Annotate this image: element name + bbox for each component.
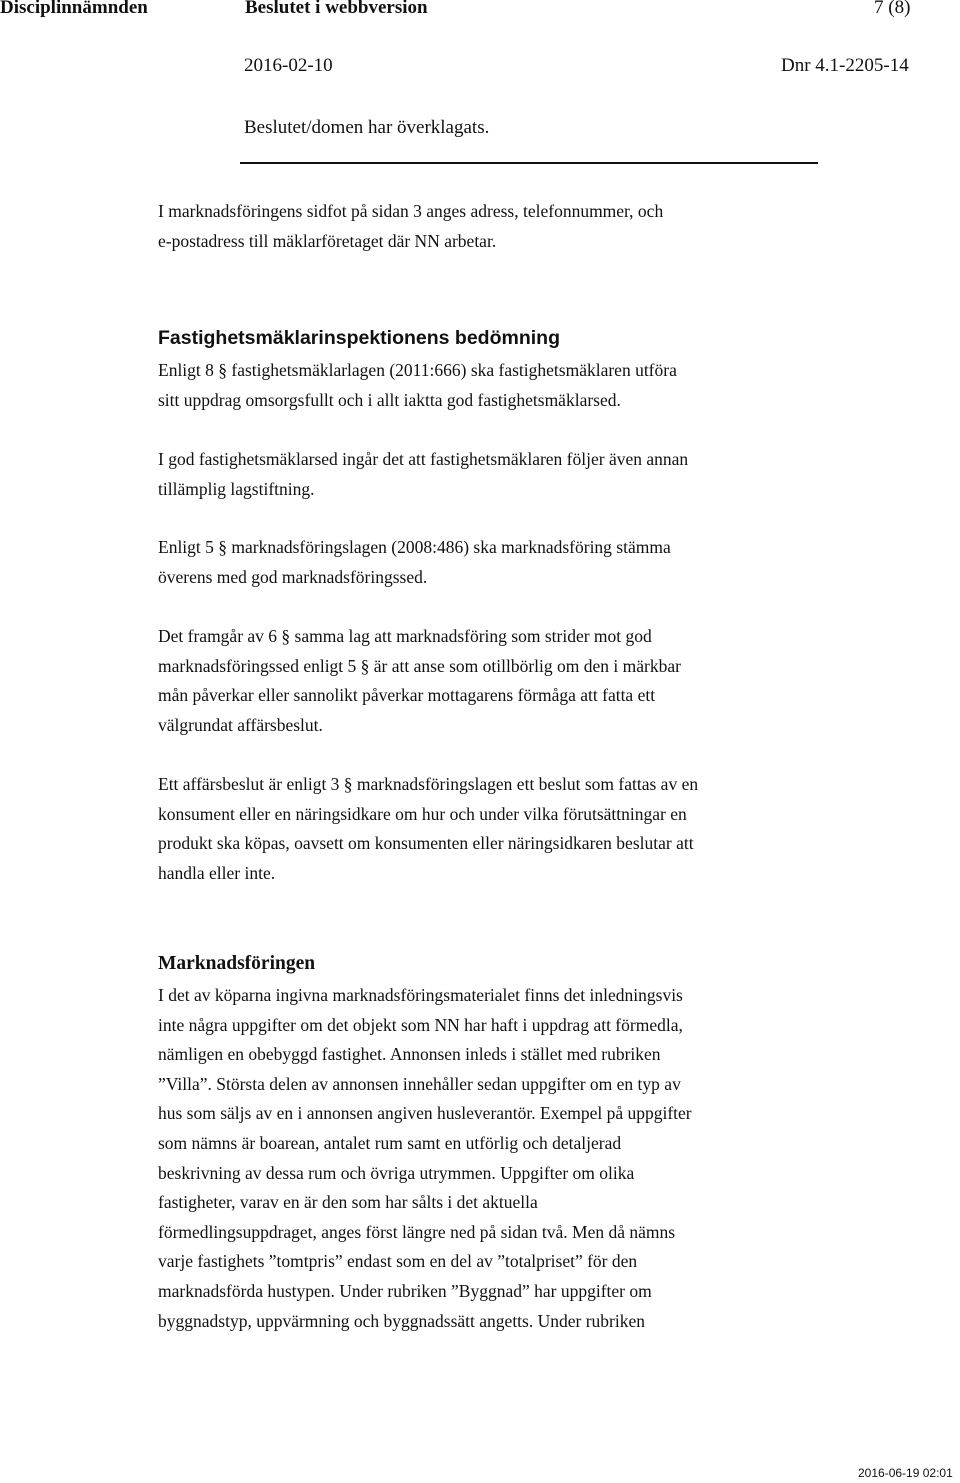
text-line: handla eller inte. [158, 862, 276, 883]
intro-paragraph [158, 197, 808, 256]
text-line: marknadsförda hustypen. Under rubriken ”Byggnad” har uppgifter om [158, 1280, 652, 1301]
header-org: Disciplinnämnden [0, 0, 148, 18]
page-number: 7 (8) [874, 0, 911, 18]
text-line: beskrivning av dessa rum och övriga utrymmen. Uppgifter om olika [158, 1162, 635, 1183]
paragraph [158, 622, 808, 740]
text-line: I marknadsföringens sidfot på sidan 3 anges adress, telefonnummer, och [158, 201, 664, 221]
text-line: marknadsföringssed enligt 5 § är att anse som otillbörlig om den i märkbar [158, 655, 681, 676]
section-heading-marketing: Marknadsföringen [158, 953, 316, 974]
appeal-note: Beslutet/domen har överklagats. [244, 117, 490, 138]
text-line: ”Villa”. Största delen av annonsen innehåller sedan uppgifter om en typ av [158, 1073, 681, 1094]
text-line: Det framgår av 6 § samma lag att marknadsföring som strider mot god [158, 626, 652, 646]
footer-timestamp: 2016-06-19 02:01 [858, 1466, 953, 1480]
paragraph [158, 445, 808, 504]
text-line: I det av köparna ingivna marknadsföringsmaterialet finns det inledningsvis [158, 985, 683, 1005]
paragraph [158, 356, 808, 415]
text-line: varje fastighets ”tomtpris” endast som en del av ”totalpriset” för den [158, 1251, 638, 1272]
text-line: som nämns är boarean, antalet rum samt en utförlig och detaljerad [158, 1132, 622, 1153]
text-line: välgrundat affärsbeslut. [158, 714, 323, 735]
text-line: överens med god marknadsföringssed. [158, 566, 428, 587]
text-line: tillämplig lagstiftning. [158, 478, 315, 499]
text-line: sitt uppdrag omsorgsfullt och i allt iaktta god fastighetsmäklarsed. [158, 389, 621, 410]
header-doc-type: Beslutet i webbversion [245, 0, 428, 18]
text-line: Ett affärsbeslut är enligt 3 § marknadsföringslagen ett beslut som fattas av en [158, 774, 699, 794]
text-line: nämligen en obebyggd fastighet. Annonsen inleds i stället med rubriken [158, 1044, 661, 1065]
text-line: e-postadress till mäklarföretaget där NN arbetar. [158, 230, 497, 251]
text-line: konsument eller en näringsidkare om hur och under vilka förutsättningar en [158, 803, 687, 824]
text-line: I god fastighetsmäklarsed ingår det att fastighetsmäklaren följer även annan [158, 449, 689, 469]
header-divider [240, 162, 818, 164]
text-line: hus som säljs av en i annonsen angiven husleverantör. Exempel på uppgifter [158, 1103, 692, 1124]
paragraph [158, 533, 808, 592]
text-line: förmedlingsuppdraget, anges först längre ned på sidan två. Men då nämns [158, 1221, 676, 1242]
text-line: inte några uppgifter om det objekt som NN har haft i uppdrag att förmedla, [158, 1014, 683, 1035]
text-line: byggnadstyp, uppvärmning och byggnadssätt angetts. Under rubriken [158, 1310, 645, 1331]
text-line: produkt ska köpas, oavsett om konsumenten eller näringsidkaren beslutar att [158, 833, 694, 854]
paragraph [158, 981, 808, 1336]
text-line: fastigheter, varav en är den som har sålts i det aktuella [158, 1192, 538, 1213]
document-dnr: Dnr 4.1-2205-14 [781, 55, 909, 76]
section-heading-assessment: Fastighetsmäklarinspektionens bedömning [158, 327, 560, 349]
document-date: 2016-02-10 [244, 55, 333, 76]
paragraph [158, 770, 808, 888]
text-line: mån påverkar eller sannolikt påverkar mottagarens förmåga att fatta ett [158, 685, 656, 706]
text-line: Enligt 8 § fastighetsmäklarlagen (2011:666) ska fastighetsmäklaren utföra [158, 360, 677, 380]
text-line: Enligt 5 § marknadsföringslagen (2008:486) ska marknadsföring stämma [158, 537, 671, 557]
